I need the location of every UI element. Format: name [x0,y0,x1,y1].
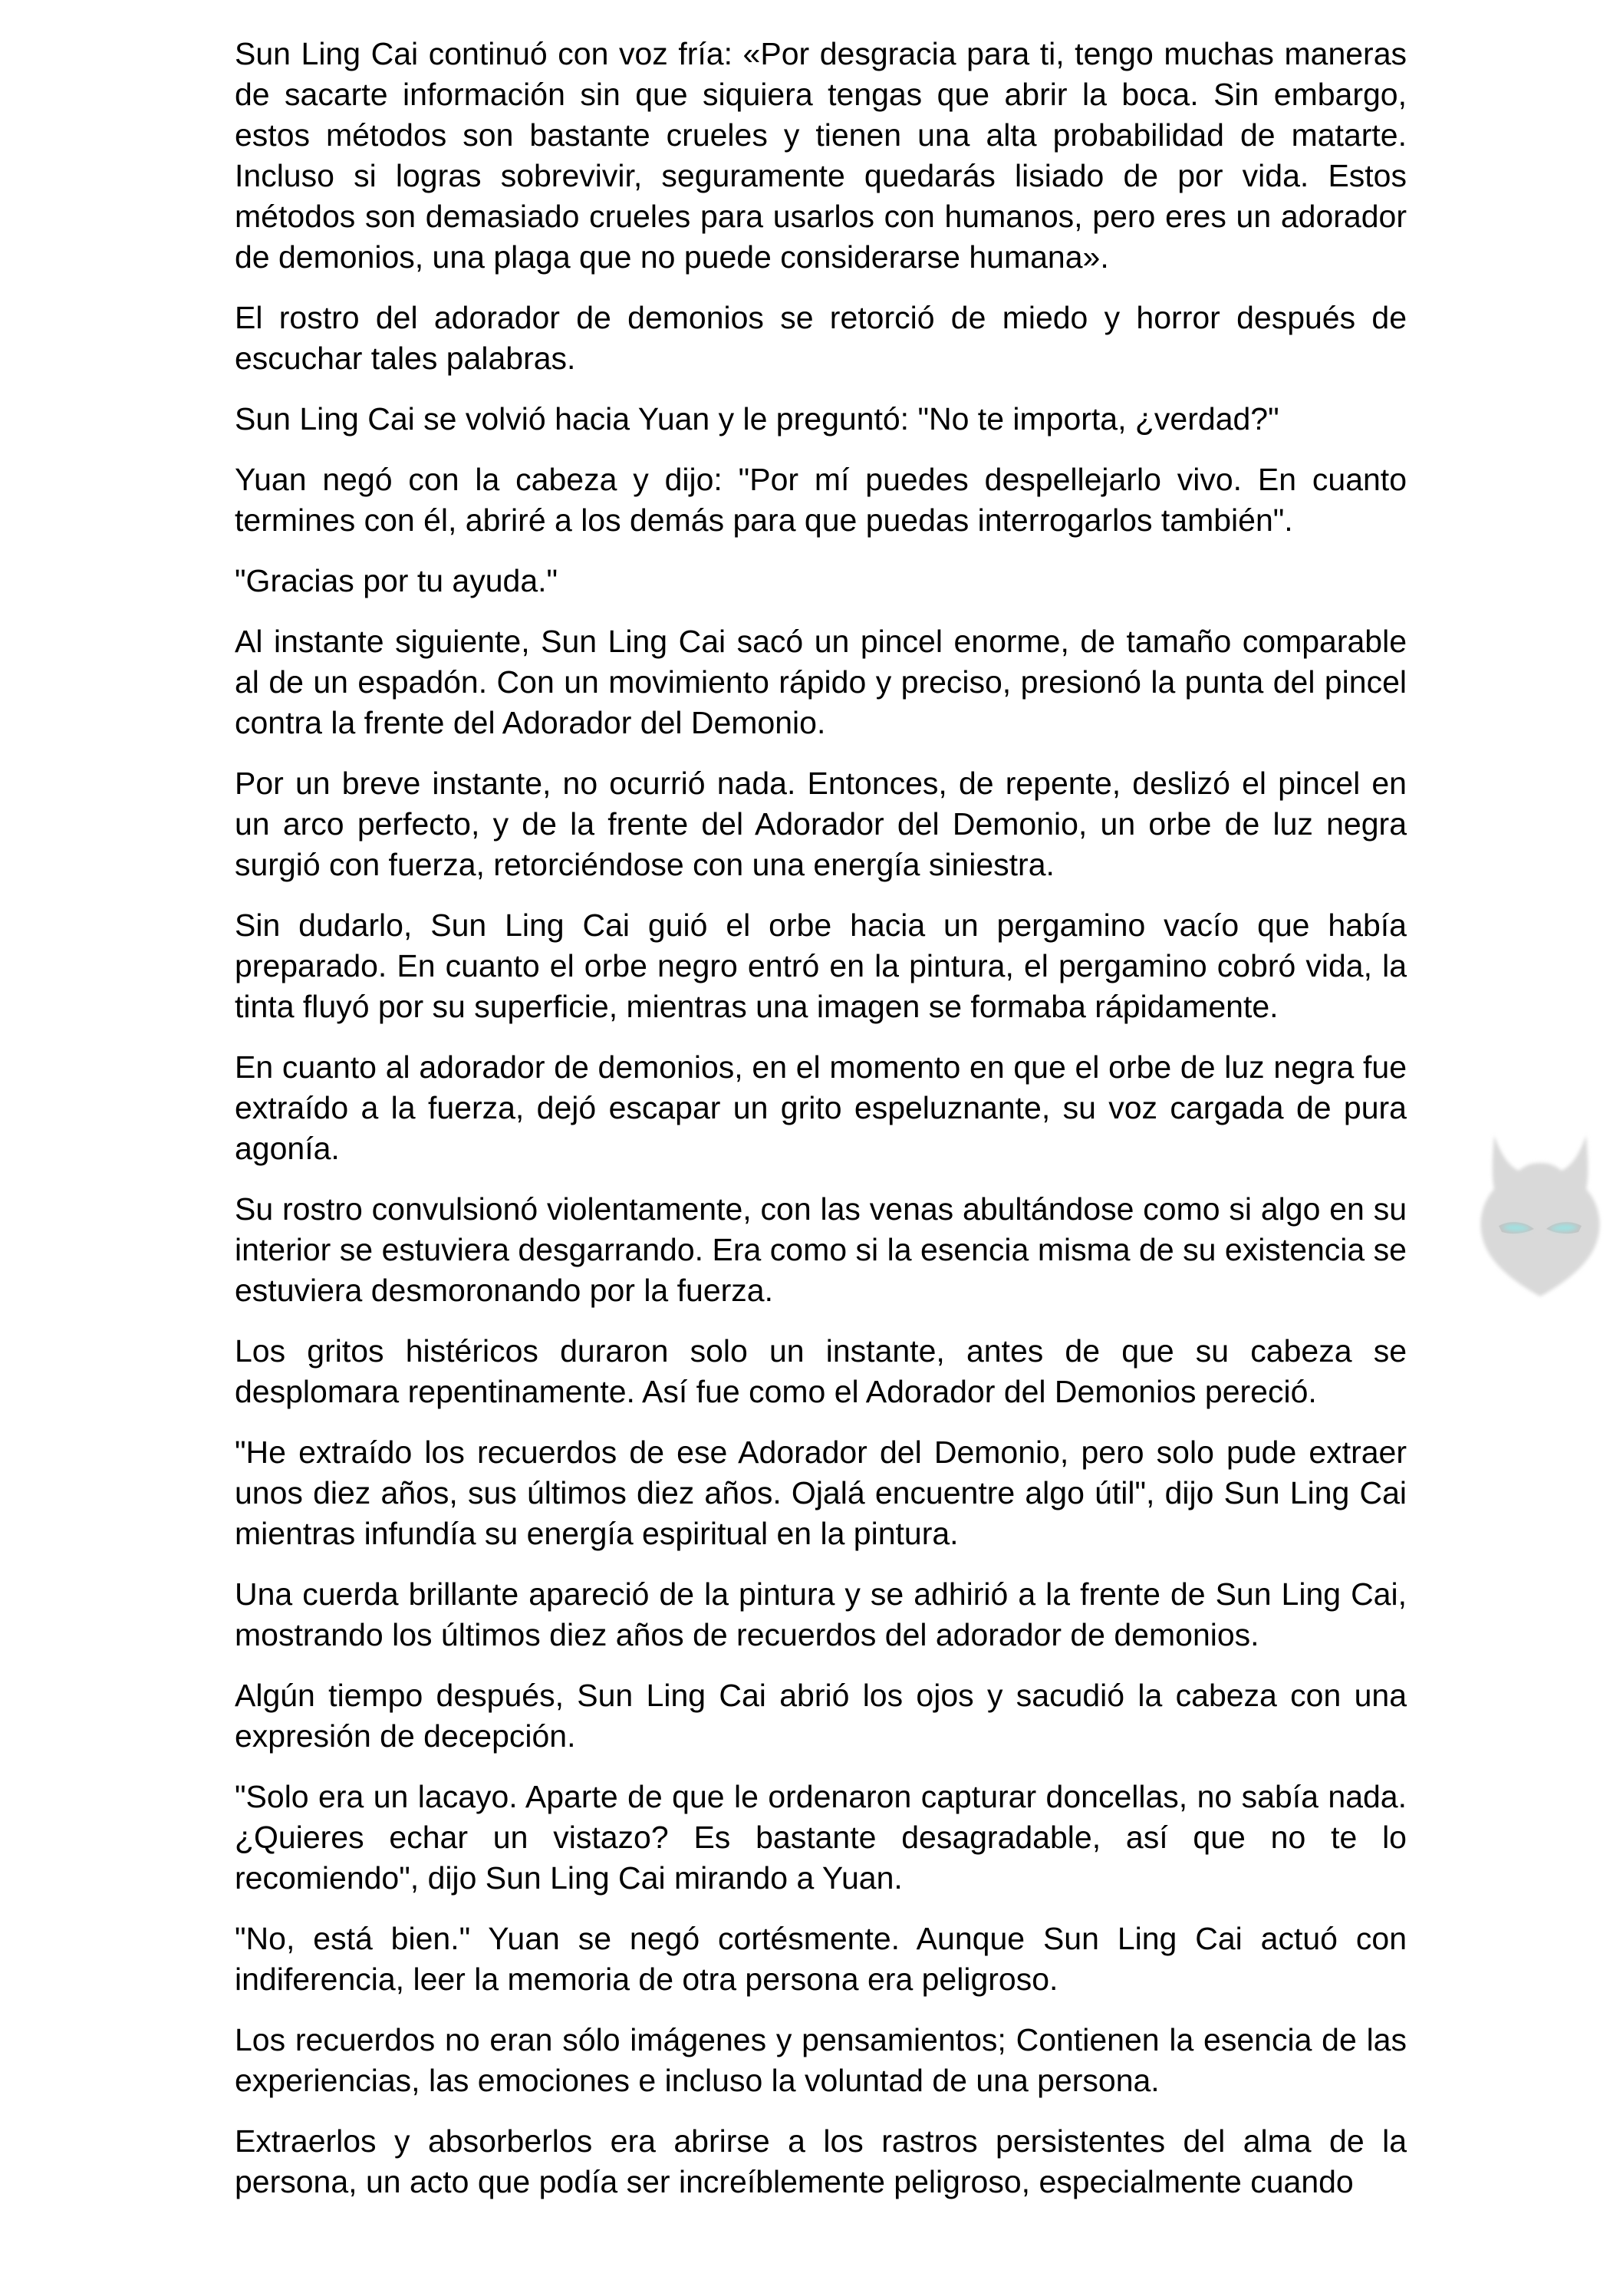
paragraph: Una cuerda brillante apareció de la pintura y se adhirió a la frente de Sun Ling Cai, mostrando los últimos diez años de recuerdos del adorador de demonios. [235,1576,1407,1652]
paragraph: Su rostro convulsionó violentamente, con las venas abultándose como si algo en su interior se estuviera desgarrando. Era como si la esencia misma de su existencia se estuviera desmoronando por la fuerza. [235,1191,1407,1308]
paragraph: Sun Ling Cai continuó con voz fría: «Por desgracia para ti, tengo muchas maneras de sacarte información sin que siquiera tengas que abrir la boca. Sin embargo, estos métodos son bastante crueles y tienen una alta probabilidad de matarte. Incluso si logras sobrevivir, seguramente quedarás lisiado de por vida. Estos métodos son demasiado crueles para usarlos con humanos, pero eres un adorador de demonios, una plaga que no puede considerarse humana». [235,36,1407,275]
paragraph: Los recuerdos no eran sólo imágenes y pensamientos; Contienen la esencia de las experiencias, las emociones e incluso la voluntad de una persona. [235,2022,1407,2098]
paragraph: "Solo era un lacayo. Aparte de que le ordenaron capturar doncellas, no sabía nada. ¿Quieres echar un vistazo? Es bastante desagradable, así que no te lo recomiendo", dijo Sun Ling Cai mirando a Yuan. [235,1779,1407,1896]
paragraph: En cuanto al adorador de demonios, en el momento en que el orbe de luz negra fue extraído a la fuerza, dejó escapar un grito espeluznante, su voz cargada de pura agonía. [235,1049,1407,1166]
paragraph: Sin dudarlo, Sun Ling Cai guió el orbe hacia un pergamino vacío que había preparado. En cuanto el orbe negro entró en la pintura, el pergamino cobró vida, la tinta fluyó por su superficie, mientras una imagen se formaba rápidamente. [235,908,1407,1024]
document-page [235,34,1407,2222]
paragraph: Por un breve instante, no ocurrió nada. Entonces, de repente, deslizó el pincel en un arco perfecto, y de la frente del Adorador del Demonio, un orbe de luz negra surgió con fuerza, retorciéndose con una energía siniestra. [235,766,1407,882]
paragraph: Yuan negó con la cabeza y dijo: "Por mí puedes despellejarlo vivo. En cuanto termines con él, abriré a los demás para que puedas interrogarlos también". [235,462,1407,538]
paragraph: Extraerlos y absorberlos era abrirse a los rastros persistentes del alma de la persona, un acto que podía ser increíblemente peligroso, especialmente cuando [235,2123,1407,2199]
paragraph: "He extraído los recuerdos de ese Adorador del Demonio, pero solo pude extraer unos diez años, sus últimos diez años. Ojalá encuentre algo útil", dijo Sun Ling Cai mientras infundía su energía espiritual en la pintura. [235,1435,1407,1551]
paragraph: Algún tiempo después, Sun Ling Cai abrió los ojos y sacudió la cabeza con una expresión de decepción. [235,1678,1407,1754]
paragraph: Los gritos histéricos duraron solo un instante, antes de que su cabeza se desplomara repentinamente. Así fue como el Adorador del Demonios pereció. [235,1333,1407,1409]
paragraph: "No, está bien." Yuan se negó cortésmente. Aunque Sun Ling Cai actuó con indiferencia, leer la memoria de otra persona era peligroso. [235,1921,1407,1997]
paragraph: "Gracias por tu ayuda." [235,563,558,598]
paragraph: Sun Ling Cai se volvió hacia Yuan y le preguntó: "No te importa, ¿verdad?" [235,401,1279,436]
demon-head-icon [1471,1126,1609,1303]
paragraph: Al instante siguiente, Sun Ling Cai sacó un pincel enorme, de tamaño comparable al de un espadón. Con un movimiento rápido y preciso, presionó la punta del pincel contra la frente del Adorador del Demonio. [235,624,1407,740]
paragraph: El rostro del adorador de demonios se retorció de miedo y horror después de escuchar tales palabras. [235,300,1407,376]
